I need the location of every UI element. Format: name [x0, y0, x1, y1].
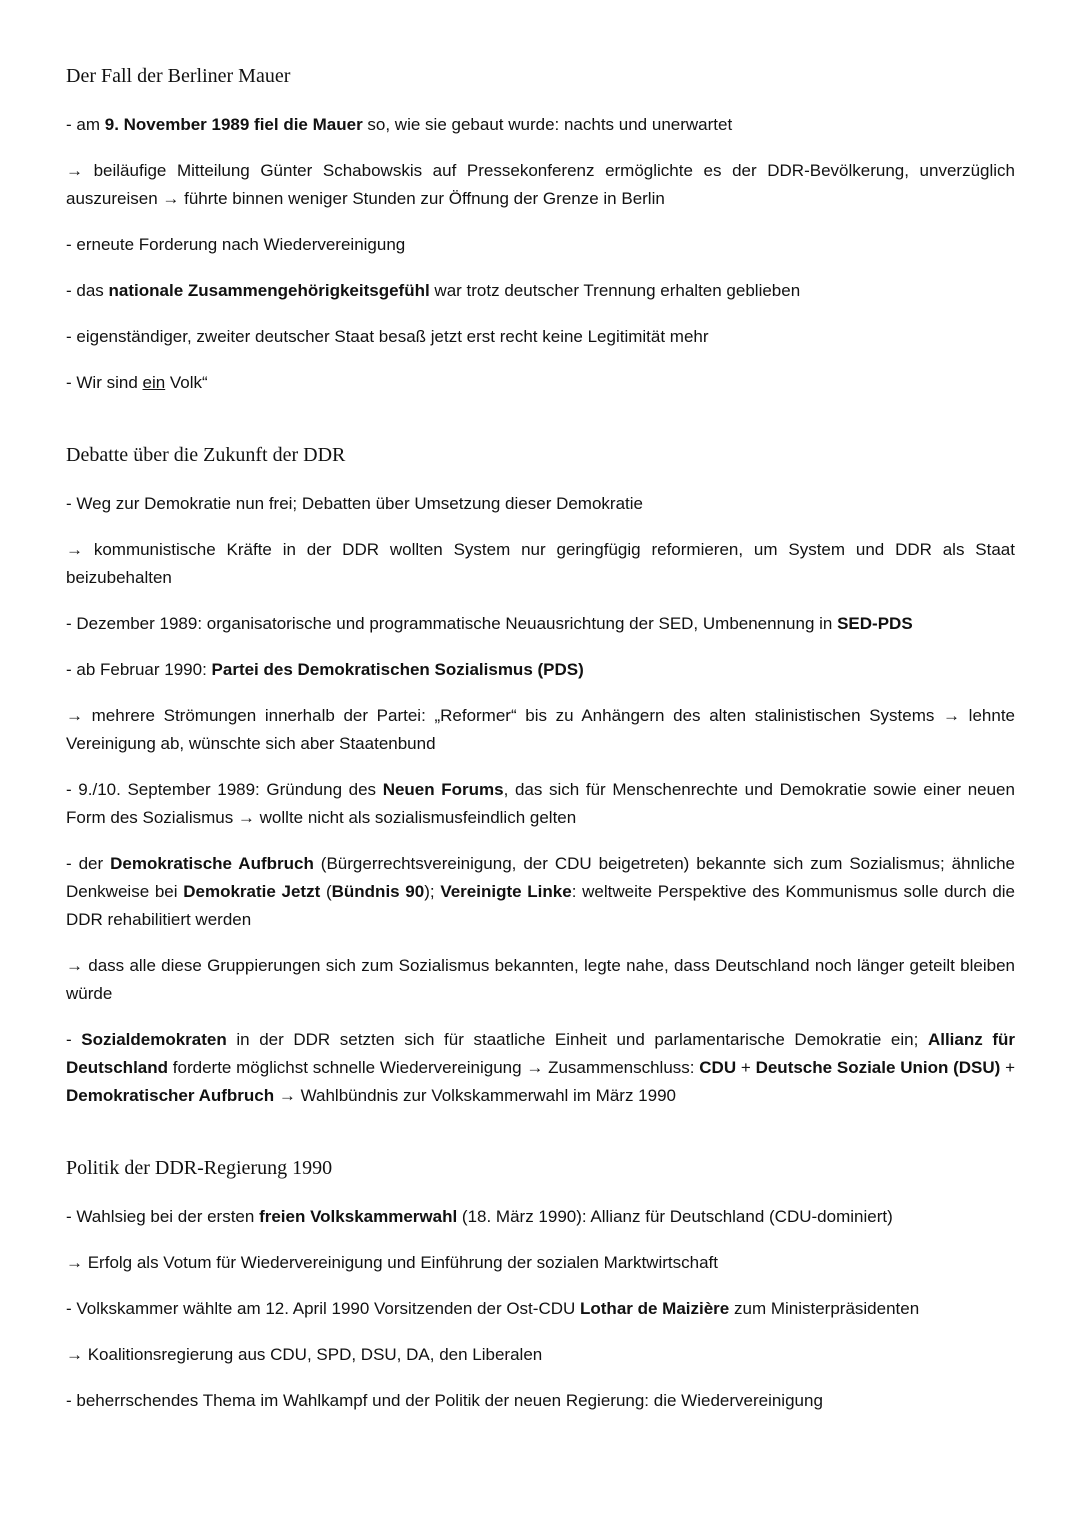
text-run: - Wahlsieg bei der ersten: [66, 1207, 260, 1226]
text-run: : weltweite Perspektive des Kommunismus solle durch die DDR rehabilitiert werden: [66, 882, 1016, 929]
bold-text: freien Volkskammerwahl: [259, 1207, 458, 1226]
bold-text: Bündnis 90: [331, 882, 425, 901]
text-run: → Wahlbündnis zur Volkskammerwahl im März 1990: [274, 1086, 677, 1105]
text-run: - Dezember 1989: organisatorische und programmatische Neuausrichtung der SED, Umbenennung in: [66, 614, 838, 633]
paragraph: [66, 850, 1015, 934]
section-heading: Debatte über die Zukunft der DDR: [66, 444, 346, 466]
text-run: - Volkskammer wählte am 12. April 1990 Vorsitzenden der Ost-CDU: [66, 1299, 580, 1318]
bold-text: Sozialdemokraten: [81, 1030, 227, 1049]
text-run: - Wir sind: [66, 373, 143, 392]
document-page: [66, 62, 1015, 1459]
paragraph: [66, 369, 1015, 397]
text-run: - eigenständiger, zweiter deutscher Staat besaß jetzt erst recht keine Legitimität mehr: [66, 327, 709, 346]
text-run: so, wie sie gebaut wurde: nachts und unerwartet: [362, 115, 733, 134]
bold-text: 9. November 1989 fiel die Mauer: [104, 115, 363, 134]
paragraph: [66, 656, 1015, 684]
text-run: Volk“: [165, 373, 208, 392]
section-3: [66, 1154, 1015, 1415]
text-run: - der: [66, 854, 111, 873]
text-run: -: [66, 1030, 82, 1049]
text-run: → mehrere Strömungen innerhalb der Partei: „Reformer“ bis zu Anhängern des alten stalinistischen Systems → lehnte Vereinigung ab, wünschte sich aber Staatenbund: [66, 706, 1015, 753]
text-run: (Bürgerrechtsvereinigung, der CDU beigetreten) bekannte sich zum Sozialismus; ähnliche Denkweise bei: [66, 854, 1016, 901]
text-run: , das sich für Menschenrechte und Demokratie sowie einer neuen Form des Sozialismus → wollte nicht als sozialismusfeindlich gelten: [66, 780, 1015, 827]
paragraph: [66, 1026, 1015, 1110]
section-heading: Politik der DDR-Regierung 1990: [66, 1157, 333, 1179]
bold-text: Vereinigte Linke: [440, 882, 572, 901]
paragraph: [66, 490, 1015, 518]
paragraph: [66, 277, 1015, 305]
bold-text: nationale Zusammengehörigkeitsgefühl: [108, 281, 430, 300]
bold-text: CDU: [699, 1058, 737, 1077]
text-run: - beherrschendes Thema im Wahlkampf und der Politik der neuen Regierung: die Wiedervereinigung: [66, 1391, 823, 1410]
text-run: war trotz deutscher Trennung erhalten geblieben: [429, 281, 801, 300]
paragraph: [66, 1249, 1015, 1277]
text-run: → dass alle diese Gruppierungen sich zum Sozialismus bekannten, legte nahe, dass Deutschland noch länger geteilt bleiben würde: [66, 956, 1015, 1003]
text-run: +: [736, 1058, 756, 1077]
text-run: - ab Februar 1990:: [66, 660, 212, 679]
paragraph: [66, 231, 1015, 259]
text-run: - am: [66, 115, 105, 134]
text-run: → beiläufige Mitteilung Günter Schabowskis auf Pressekonferenz ermöglichte es der DDR-Bevölkerung, unverzüglich auszureisen → führte binnen weniger Stunden zur Öffnung der Grenze in Berlin: [66, 161, 1015, 208]
section-2: [66, 441, 1015, 1110]
section-heading: Der Fall der Berliner Mauer: [66, 65, 291, 87]
paragraph: [66, 1387, 1015, 1415]
bold-text: Demokratische Aufbruch: [110, 854, 314, 873]
paragraph: [66, 323, 1015, 351]
bold-text: Partei des Demokratischen Sozialismus (PDS): [211, 660, 584, 679]
text-run: );: [424, 882, 441, 901]
paragraph: [66, 1295, 1015, 1323]
text-run: → kommunistische Kräfte in der DDR wollten System nur geringfügig reformieren, um System und DDR als Staat beizubehalten: [66, 540, 1015, 587]
bold-text: Allianz für Deutschland: [66, 1030, 1015, 1077]
text-run: - 9./10. September 1989: Gründung des: [66, 780, 383, 799]
bold-text: Demokratie Jetzt: [183, 882, 321, 901]
bold-text: Demokratischer Aufbruch: [66, 1086, 275, 1105]
paragraph: [66, 702, 1015, 758]
bold-text: Neuen Forums: [382, 780, 504, 799]
text-run: +: [1000, 1058, 1016, 1077]
text-run: - Weg zur Demokratie nun frei; Debatten über Umsetzung dieser Demokratie: [66, 494, 643, 513]
paragraph: [66, 1341, 1015, 1369]
text-run: → Koalitionsregierung aus CDU, SPD, DSU, DA, den Liberalen: [66, 1345, 543, 1364]
text-run: zum Ministerpräsidenten: [729, 1299, 920, 1318]
paragraph: [66, 610, 1015, 638]
text-run: (: [320, 882, 332, 901]
text-run: forderte möglichst schnelle Wiedervereinigung → Zusammenschluss:: [168, 1058, 700, 1077]
bold-text: Deutsche Soziale Union (DSU): [755, 1058, 1001, 1077]
bold-text: SED-PDS: [837, 614, 913, 633]
paragraph: [66, 111, 1015, 139]
paragraph: [66, 1203, 1015, 1231]
bold-text: Lothar de Maizière: [580, 1299, 730, 1318]
underlined-text: ein: [142, 373, 166, 392]
paragraph: [66, 776, 1015, 832]
text-run: (18. März 1990): Allianz für Deutschland (CDU-dominiert): [457, 1207, 893, 1226]
text-run: - erneute Forderung nach Wiedervereinigung: [66, 235, 406, 254]
text-run: in der DDR setzten sich für staatliche Einheit und parlamentarische Demokratie ein;: [226, 1030, 928, 1049]
paragraph: [66, 536, 1015, 592]
text-run: - das: [66, 281, 109, 300]
section-1: [66, 62, 1015, 397]
paragraph: [66, 952, 1015, 1008]
paragraph: [66, 157, 1015, 213]
text-run: → Erfolg als Votum für Wiedervereinigung und Einführung der sozialen Marktwirtschaft: [66, 1253, 718, 1272]
